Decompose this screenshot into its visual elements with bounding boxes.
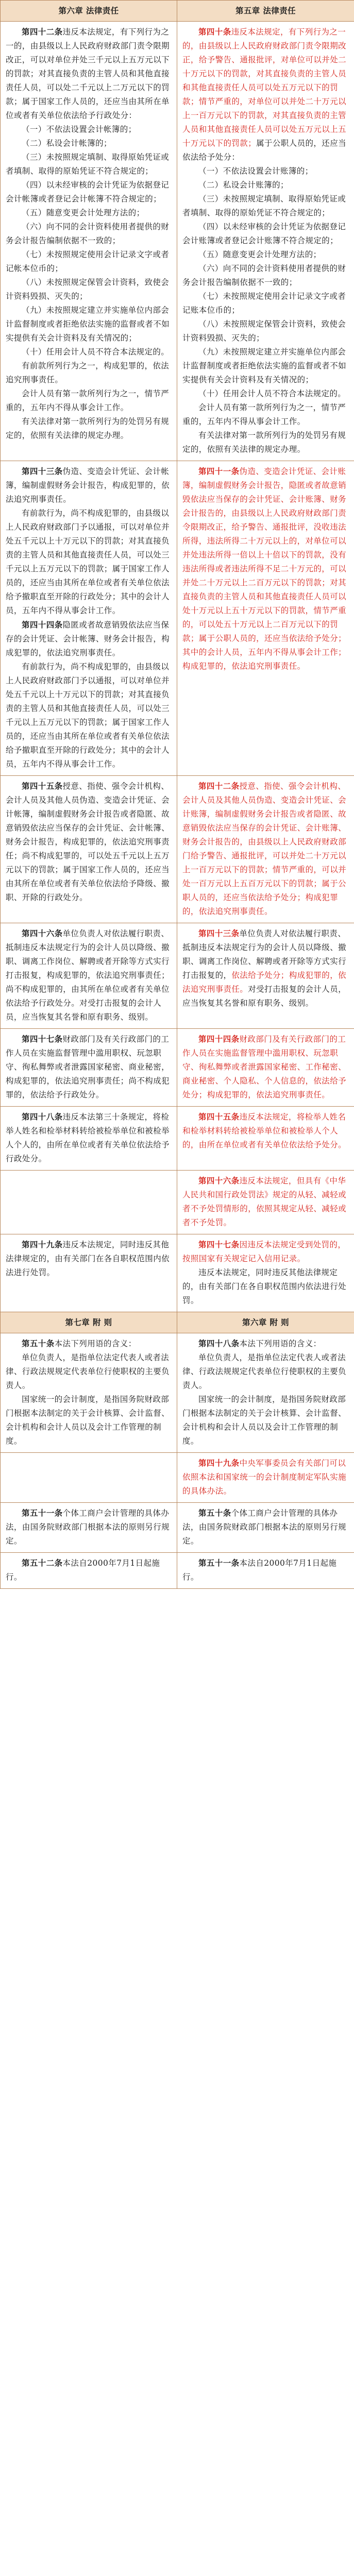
article-paragraph	[6, 506, 172, 618]
article-number: 第四十三条	[22, 466, 63, 476]
article-text: （七）未按照规定使用会计记录文字或者记账本位币的；	[182, 292, 346, 315]
article-paragraph	[182, 779, 349, 919]
article-text: 会计人员有第一款所列行为之一，情节严重的，五年内不得从事会计工作。	[6, 389, 170, 412]
article-paragraph	[182, 1351, 349, 1393]
article-number: 第四十三条	[198, 928, 240, 938]
article-text: 有前款所列行为之一，构成犯罪的，依法追究刑事责任。	[6, 361, 170, 384]
article-number: 第四十二条	[198, 781, 240, 791]
right-cell	[177, 776, 354, 923]
article-text: 本法下列用语的含义：	[239, 1339, 322, 1348]
article-paragraph	[6, 660, 172, 771]
article-text: 违反本法规定，同时违反其他法律规定的，由有关部门在各自职权范围内依法进行处罚。	[6, 1240, 170, 1277]
article-text: 有前款行为，尚不构成犯罪的，由县级以上人民政府财政部门予以通报，可以对单位并处五千元以上十万元以下的罚款；对其直接负责的主管人员和其他直接责任人员，可以处三千元以上五万元以下的罚款；属于国家工作人员的，还应当由其所在单位或者有关单位依法给予撤职直至开除的行政处分；其中的会计人员，五年内不得从事会计工作。	[6, 509, 170, 615]
article-paragraph	[6, 359, 172, 387]
article-text: 本法下列用语的含义：	[54, 1339, 137, 1348]
article-paragraph	[6, 1110, 172, 1166]
article-text: 个体工商户会计管理的具体办法，由国务院财政部门根据本法的原则另行规定。	[6, 1509, 170, 1546]
right-cell	[177, 1333, 354, 1453]
article-text: 有前款行为，尚不构成犯罪的，由县级以上人民政府财政部门予以通报，可以对单位并处五千元以上十万元以下的罚款；对其直接负责的主管人员和其他直接责任人员，可以处三千元以上五万元以下的罚款；属于国家工作人员的，还应当由其所在单位或者有关单位依法给予撤职直至开除的行政处分；其中的会计人员，五年内不得从事会计工作。	[6, 662, 170, 769]
left-cell	[1, 776, 177, 923]
article-number: 第四十四条	[198, 1034, 240, 1044]
article-paragraph	[182, 1336, 349, 1351]
revised-text: 违反本法规定，但具有《中华人民共和国行政处罚法》规定的从轻、减轻或者不予处罚情形的，依照其规定从轻、减轻或者不予处罚。	[182, 1176, 347, 1227]
right-cell	[177, 1234, 354, 1312]
article-paragraph	[6, 220, 172, 248]
article-text: （十）任用会计人员不符合本法规定的。	[22, 347, 170, 357]
article-paragraph	[182, 317, 349, 345]
chapter-header-row	[1, 1312, 354, 1333]
article-text: 有关法律对第一款所列行为的处罚另有规定的，依照有关法律的规定办理。	[182, 431, 346, 454]
article-paragraph	[6, 1032, 172, 1102]
article-text: 单位负责人，是指单位法定代表人或者法律、行政法规规定代表单位行使职权的主要负责人。	[182, 1353, 347, 1390]
article-paragraph	[182, 164, 349, 178]
article-paragraph	[182, 1032, 349, 1102]
article-text: 个体工商户会计管理的具体办法，由国务院财政部门根据本法的原则另行规定。	[182, 1509, 347, 1546]
article-number: 第四十六条	[22, 928, 63, 938]
right-cell	[177, 22, 354, 461]
revised-text: 违反本法规定，有下列行为之一的，由县级以上人民政府财政部门责令限期改正，	[182, 27, 347, 64]
left-cell	[1, 1453, 177, 1503]
article-text: （五）随意变更会计处理方法的；	[22, 208, 145, 217]
left-cell	[1, 923, 177, 1029]
article-paragraph	[182, 1110, 349, 1152]
article-number: 第四十七条	[22, 1034, 63, 1044]
revised-text: 给予警告、通报批评，对单位可以并处二十万元以下的罚款，对其直接负责的主管人员和其他直接责任人员可以处五万元以下的罚款；情节严重的，对单位可以并处二十万元以上一百万元以下的罚款，对其直接负责的主管人员和其他直接责任人员可以处五万元以上五十万元以下的罚款；	[182, 55, 347, 148]
header2-right-chapter: 第六章 附 则	[177, 1312, 354, 1333]
article-paragraph	[182, 192, 349, 220]
article-text: 本法自2000年7月1日起施行。	[6, 1558, 160, 1582]
article-paragraph	[182, 1238, 349, 1266]
article-paragraph	[182, 290, 349, 317]
article-text: 国家统一的会计制度，是指国务院财政部门根据本法制定的关于会计核算、会计监督、会计机构和会计人员以及会计工作管理的制度。	[6, 1395, 170, 1446]
article-paragraph	[6, 464, 172, 506]
article-text: 伪造、变造会计凭证、会计帐簿，编制虚假财务会计报告，构成犯罪的，依法追究刑事责任。	[6, 467, 170, 504]
article-paragraph	[182, 464, 349, 673]
header-left-chapter: 第六章 法律责任	[1, 1, 177, 22]
article-number: 第四十九条	[22, 1240, 63, 1249]
article-paragraph	[6, 1506, 172, 1548]
left-cell	[1, 1171, 177, 1234]
article-paragraph	[182, 926, 349, 1010]
right-cell	[177, 1107, 354, 1171]
header2-left-chapter: 第七章 附 则	[1, 1312, 177, 1333]
article-text: 会计人员有第一款所列行为之一，情节严重的，五年内不得从事会计工作。	[182, 403, 346, 426]
article-text: 单位负责人对依法履行职责、抵制违反本法规定行为的会计人员以降级、撤职、调离工作岗位、解聘或者开除等方式实行打击报复，构成犯罪的，依法追究刑事责任；尚不构成犯罪的，由其所在单位或者有关单位依法给予行政处分。对受打击报复的会计人员，应当恢复其名誉和原有职务、级别。	[6, 929, 170, 1022]
right-cell	[177, 461, 354, 776]
article-paragraph	[6, 178, 172, 206]
article-paragraph	[182, 25, 349, 164]
article-text: 本法自2000年7月1日起施行。	[182, 1558, 337, 1582]
revised-text: 伪造、变造会计凭证、会计账簿，编制虚假财务会计报告，隐匿或者故意销毁依法应当保存的会计凭证、会计账簿、财务会计报告的，由县级以上人民政府财政部门责令限期改正，给予警告、通报批评，没收违法所得，违法所得二十万元以上的，对单位可以并处违法所得一倍以上十倍以下的罚款，没有违法所得或者违法所得不足二十万元的，可以并处二十万元以上二百万元以下的罚款；对其直接负责的主管人员和其他直接责任人员可以处十万元以上五十万元以下的罚款，情节严重的，可以处五十万元以上二百万元以下的罚款；属于公职人员的，还应当依法给予处分；其中的会计人员，五年内不得从事会计工作；构成犯罪的，依法追究刑事责任。	[182, 467, 347, 671]
article-text: 违反本法第三十条规定，将检举人姓名和检举材料转给被检举单位和被检举人个人的，由所在单位或者有关单位依法给予行政处分。	[6, 1112, 170, 1163]
article-text: （九）未按照规定建立并实施单位内部会计监督制度或者拒绝依法实施的监督或者不如实提供有关会计资料及有关情况的；	[182, 347, 347, 384]
article-paragraph	[182, 1266, 349, 1308]
article-paragraph	[6, 1336, 172, 1351]
article-row	[1, 461, 354, 776]
article-paragraph	[182, 345, 349, 387]
article-paragraph	[6, 123, 172, 137]
article-paragraph	[182, 1174, 349, 1230]
article-row	[1, 776, 354, 923]
comparison-table-body	[1, 1, 354, 1589]
article-row	[1, 923, 354, 1029]
article-text: （六）向不同的会计资料使用者提供的财务会计报告编制依据不一致的；	[6, 222, 170, 245]
article-number: 第五十一条	[22, 1508, 63, 1518]
article-paragraph	[182, 1506, 349, 1548]
article-text: （二）私设会计账簿的；	[198, 180, 289, 190]
article-text: （九）未按照规定建立并实施单位内部会计监督制度或者拒绝依法实施的监督或者不如实提供有关会计资料及有关情况的；	[6, 306, 170, 343]
article-text: 对受打击报复的会计人员，应当恢复其名誉和原有职务、级别。	[182, 985, 347, 1008]
article-paragraph	[6, 618, 172, 660]
article-paragraph	[182, 1456, 349, 1498]
article-text: （三）未按照规定填制、取得原始凭证或者填制、取得的原始凭证不符合规定的；	[6, 152, 170, 176]
article-paragraph	[6, 1238, 172, 1280]
article-paragraph	[182, 387, 349, 401]
left-cell	[1, 1503, 177, 1553]
article-number: 第四十六条	[198, 1176, 240, 1185]
article-number: 第五十条	[22, 1338, 55, 1348]
article-row	[1, 1171, 354, 1234]
article-text: 违反本法规定，有下列行为之一的，由县级以上人民政府财政部门责令限期改正，可以对单位并处三千元以上五万元以下的罚款；对其直接负责的主管人员和其他直接责任人员，可以处二千元以上二万元以下的罚款；属于国家工作人员的，还应当由其所在单位或者有关单位依法给予行政处分：	[6, 27, 170, 120]
right-cell	[177, 1553, 354, 1589]
article-paragraph	[6, 387, 172, 415]
article-text: （一）不依法设置会计账簿的；	[198, 166, 313, 176]
article-paragraph	[182, 401, 349, 429]
article-text: 授意、指使、强令会计机构、会计人员及其他人员伪造、变造会计凭证、会计帐簿，编制虚假财务会计报告或者隐匿、故意销毁依法应当保存的会计凭证、会计帐簿、财务会计报告，构成犯罪的，依法追究刑事责任；尚不构成犯罪的，可以处五千元以上五万元以下的罚款；属于国家工作人员的，还应当由其所在单位或者有关单位依法给予降级、撤职、开除的行政处分。	[6, 782, 170, 902]
article-paragraph	[6, 345, 172, 359]
article-text: （八）未按照规定保管会计资料，致使会计资料毁损、灭失的；	[6, 278, 170, 301]
left-cell	[1, 1107, 177, 1171]
left-cell	[1, 461, 177, 776]
revised-text: 授意、指使、强令会计机构、会计人员及其他人员伪造、变造会计凭证、会计账簿，编制虚假财务会计报告或者隐匿、故意销毁依法应当保存的会计凭证、会计账簿、财务会计报告的，由县级以上人民政府财政部门给予警告、通报批评，可以并处二十万元以上一百万元以下的罚款；情节严重的，可以并处一百万元以上五百万元以下的罚款；属于公职人员的，还应当依法给予处分；构成犯罪的，依法追究刑事责任。	[182, 782, 347, 916]
article-row	[1, 22, 354, 461]
article-paragraph	[182, 262, 349, 290]
article-text: （四）以未经审核的会计凭证为依据登记会计账簿或者登记会计账簿不符合规定的；	[182, 222, 346, 245]
article-text: （七）未按照规定使用会计记录文字或者记帐本位币的；	[6, 250, 170, 273]
left-cell	[1, 1234, 177, 1312]
article-paragraph	[182, 1393, 349, 1448]
article-row	[1, 1453, 354, 1503]
article-number: 第五十一条	[198, 1558, 240, 1568]
article-text: （五）随意变更会计处理方法的；	[198, 250, 322, 259]
article-paragraph	[6, 415, 172, 443]
article-number: 第四十五条	[198, 1112, 240, 1122]
left-cell	[1, 1553, 177, 1589]
article-row	[1, 1234, 354, 1312]
left-cell	[1, 22, 177, 461]
article-row	[1, 1333, 354, 1453]
article-text: 单位负责人对依法履行职责、抵制违反本法规定行为的会计人员以降级、撤职、调离工作岗位、解聘或者开除等方式实行打击报复的，	[182, 929, 347, 980]
article-text: 违反本法规定，同时违反其他法律规定的，由有关部门在各自职权范围内依法进行处罚。	[182, 1268, 347, 1305]
revised-text: 中央军事委员会有关部门可以依照本法和国家统一的会计制度制定军队实施的具体办法。	[182, 1459, 347, 1496]
article-text: 单位负责人，是指单位法定代表人或者法律、行政法规规定代表单位行使职权的主要负责人。	[6, 1353, 170, 1390]
article-row	[1, 1553, 354, 1589]
article-number: 第四十二条	[22, 27, 63, 37]
article-paragraph	[182, 429, 349, 456]
article-paragraph	[6, 779, 172, 905]
article-number: 第五十条	[198, 1508, 231, 1518]
article-paragraph	[6, 137, 172, 150]
article-paragraph	[6, 1351, 172, 1393]
article-text: （八）未按照规定保管会计资料，致使会计资料毁损、灭失的；	[182, 319, 346, 343]
revised-text: 违反本法规定，将检举人姓名和检举材料转给被检举单位和被检举人个人的，由所在单位或者有关单位依法给予处分。	[182, 1112, 347, 1149]
article-text: （十）任用会计人员不符合本法规定的。	[198, 389, 346, 398]
article-text: （二）私设会计帐簿的；	[22, 139, 112, 148]
article-text: 国家统一的会计制度，是指国务院财政部门根据本法制定的关于会计核算、会计监督、会计机构和会计人员以及会计工作管理的制度。	[182, 1395, 347, 1446]
article-number: 第四十一条	[198, 466, 240, 476]
article-number: 第四十八条	[22, 1112, 63, 1122]
right-cell	[177, 1029, 354, 1107]
article-paragraph	[182, 178, 349, 192]
left-cell	[1, 1333, 177, 1453]
article-paragraph	[6, 248, 172, 276]
revised-text: 财政部门及有关行政部门的工作人员在实施监督管理中滥用职权、玩忽职守、徇私舞弊或者泄露国家秘密、工作秘密、商业秘密、个人隐私、个人信息的，依法给予处分；构成犯罪的，依法追究刑事责任。	[182, 1035, 347, 1099]
article-text: （三）未按照规定填制、取得原始凭证或者填制、取得的原始凭证不符合规定的；	[182, 194, 346, 217]
article-row	[1, 1029, 354, 1107]
right-cell	[177, 1171, 354, 1234]
article-paragraph	[182, 248, 349, 262]
right-cell	[177, 923, 354, 1029]
article-paragraph	[6, 303, 172, 345]
article-number: 第四十四条	[22, 620, 63, 630]
article-text: 有关法律对第一款所列行为的处罚另有规定的，依照有关法律的规定办理。	[6, 417, 170, 440]
article-paragraph	[6, 150, 172, 178]
revised-text: 依法给予处分；构成犯罪的，依法追究刑事责任。	[182, 971, 347, 994]
article-paragraph	[6, 1393, 172, 1448]
article-paragraph	[6, 276, 172, 303]
article-text: （四）以未经审核的会计凭证为依据登记会计帐簿或者登记会计帐簿不符合规定的；	[6, 180, 170, 204]
article-paragraph	[6, 25, 172, 123]
article-text: 隐匿或者故意销毁依法应当保存的会计凭证、会计帐簿、财务会计报告，构成犯罪的，依法追究刑事责任。	[6, 620, 170, 657]
chapter-header-row	[1, 1, 354, 22]
left-cell	[1, 1029, 177, 1107]
revised-text: 因违反本法规定受到处罚的，按照国家有关规定记入信用记录。	[182, 1240, 346, 1263]
header-right-chapter: 第五章 法律责任	[177, 1, 354, 22]
article-number: 第四十八条	[198, 1338, 240, 1348]
article-number: 第五十二条	[22, 1558, 63, 1568]
article-text: 财政部门及有关行政部门的工作人员在实施监督管理中滥用职权、玩忽职守、徇私舞弊或者泄露国家秘密、商业秘密，构成犯罪的，依法追究刑事责任；尚不构成犯罪的，依法给予行政处分。	[6, 1035, 170, 1099]
right-cell	[177, 1503, 354, 1553]
article-row	[1, 1107, 354, 1171]
article-paragraph	[182, 220, 349, 248]
article-number: 第四十九条	[198, 1458, 240, 1468]
article-number: 第四十条	[198, 27, 231, 37]
article-row	[1, 1503, 354, 1553]
article-paragraph	[6, 926, 172, 1024]
article-paragraph	[6, 206, 172, 220]
article-text: （一）不依法设置会计帐簿的；	[22, 125, 137, 134]
article-number: 第四十七条	[198, 1240, 240, 1249]
article-text: 属于公职人员的，还应当依法给予处分：	[182, 139, 347, 162]
article-paragraph	[6, 1556, 172, 1584]
right-cell	[177, 1453, 354, 1503]
article-number: 第四十五条	[22, 781, 63, 791]
article-text: （六）向不同的会计资料使用者提供的财务会计报告编制依据不一致的；	[182, 264, 346, 287]
article-paragraph	[182, 1556, 349, 1584]
